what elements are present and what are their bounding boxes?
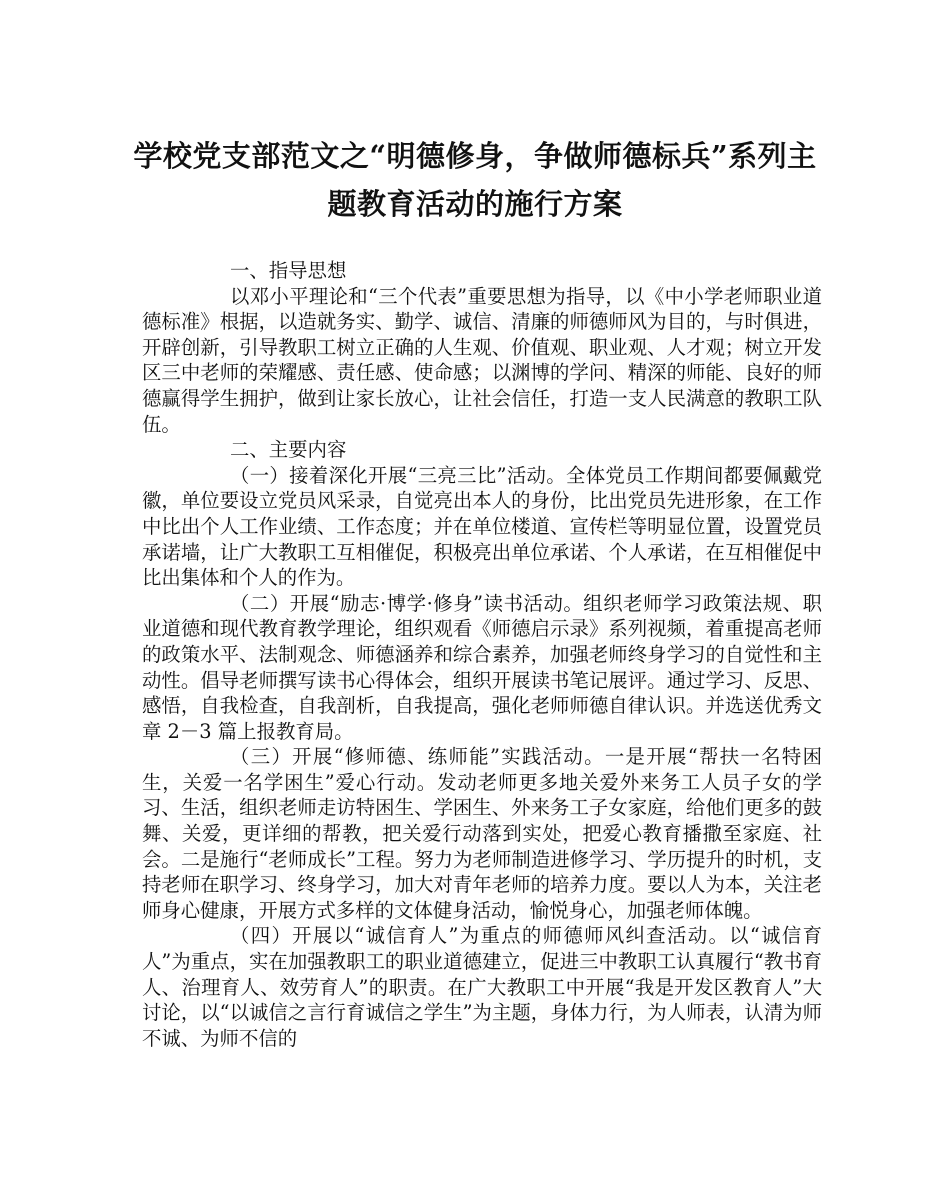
section-heading-guiding-ideology: 一、指导思想 (230, 259, 347, 282)
section-heading-main-content: 二、主要内容 (230, 438, 347, 462)
paragraph-item-4: （四）开展以“诚信育人”为重点的师德师风纠查活动。以“诚信育人”为重点，实在加强教职工的职业道德建立，促进三中教职工认真履行“教书育人、治理育人、效劳育人”的职责。在广大教职工中开展“我是开发区教育人”大讨论，以“以诚信之言行育诚信之学生”为主题，身体力行，为人师表，认清为师不诚、为师不信的 (142, 924, 822, 1050)
paragraph-guiding-ideology: 以邓小平理论和“三个代表”重要思想为指导，以《中小学老师职业道德标准》根据，以造就务实、勤学、诚信、清廉的师德师风为目的，与时俱进，开辟创新，引导教职工树立正确的人生观、价值观、职业观、人才观；树立开发区三中老师的荣耀感、责任感、使命感；以渊博的学问、精深的师能、良好的师德赢得学生拥护，做到让家长放心，让社会信任，打造一支人民满意的教职工队伍。 (142, 284, 822, 436)
title-line-1: 学校党支部范文之“明德修身，争做师德标兵”系列主 (133, 139, 817, 173)
paragraph-item-2: （二）开展“励志·博学·修身”读书活动。组织老师学习政策法规、职业道德和现代教育教学理论，组织观看《师德启示录》系列视频，着重提高老师的政策水平、法制观念、师德涵养和综合素养，加强老师终身学习的自觉性和主动性。倡导老师撰写读书心得体会，组织开展读书笔记展评。通过学习、反思、感悟，自我检查，自我剖析，自我提高，强化老师师德自律认识。并选送优秀文章 2－3 篇上报教育局。 (142, 591, 822, 743)
document-title (118, 132, 832, 228)
title-line-2: 题教育活动的施行方案 (327, 187, 623, 221)
document-body (142, 258, 822, 1051)
paragraph-item-3: （三）开展“修师德、练师能”实践活动。一是开展“帮扶一名特困生，关爱一名学困生”爱心行动。发动老师更多地关爱外来务工人员子女的学习、生活，组织老师走访特困生、学困生、外来务工子女家庭，给他们更多的鼓舞、关爱，更详细的帮教，把关爱行动落到实处，把爱心教育播撒至家庭、社会。二是施行“老师成长”工程。努力为老师制造进修学习、学历提升的时机，支持老师在职学习、终身学习，加大对青年老师的培养力度。要以人为本，关注老师身心健康，开展方式多样的文体健身活动，愉悦身心，加强老师体魄。 (142, 745, 822, 922)
paragraph-item-1: （一）接着深化开展“三亮三比”活动。全体党员工作期间都要佩戴党徽，单位要设立党员风采录，自觉亮出本人的身份，比出党员先进形象，在工作中比出个人工作业绩、工作态度；并在单位楼道、宣传栏等明显位置，设置党员承诺墙，让广大教职工互相催促，积极亮出单位承诺、个人承诺，在互相催促中比出集体和个人的作为。 (142, 463, 822, 590)
